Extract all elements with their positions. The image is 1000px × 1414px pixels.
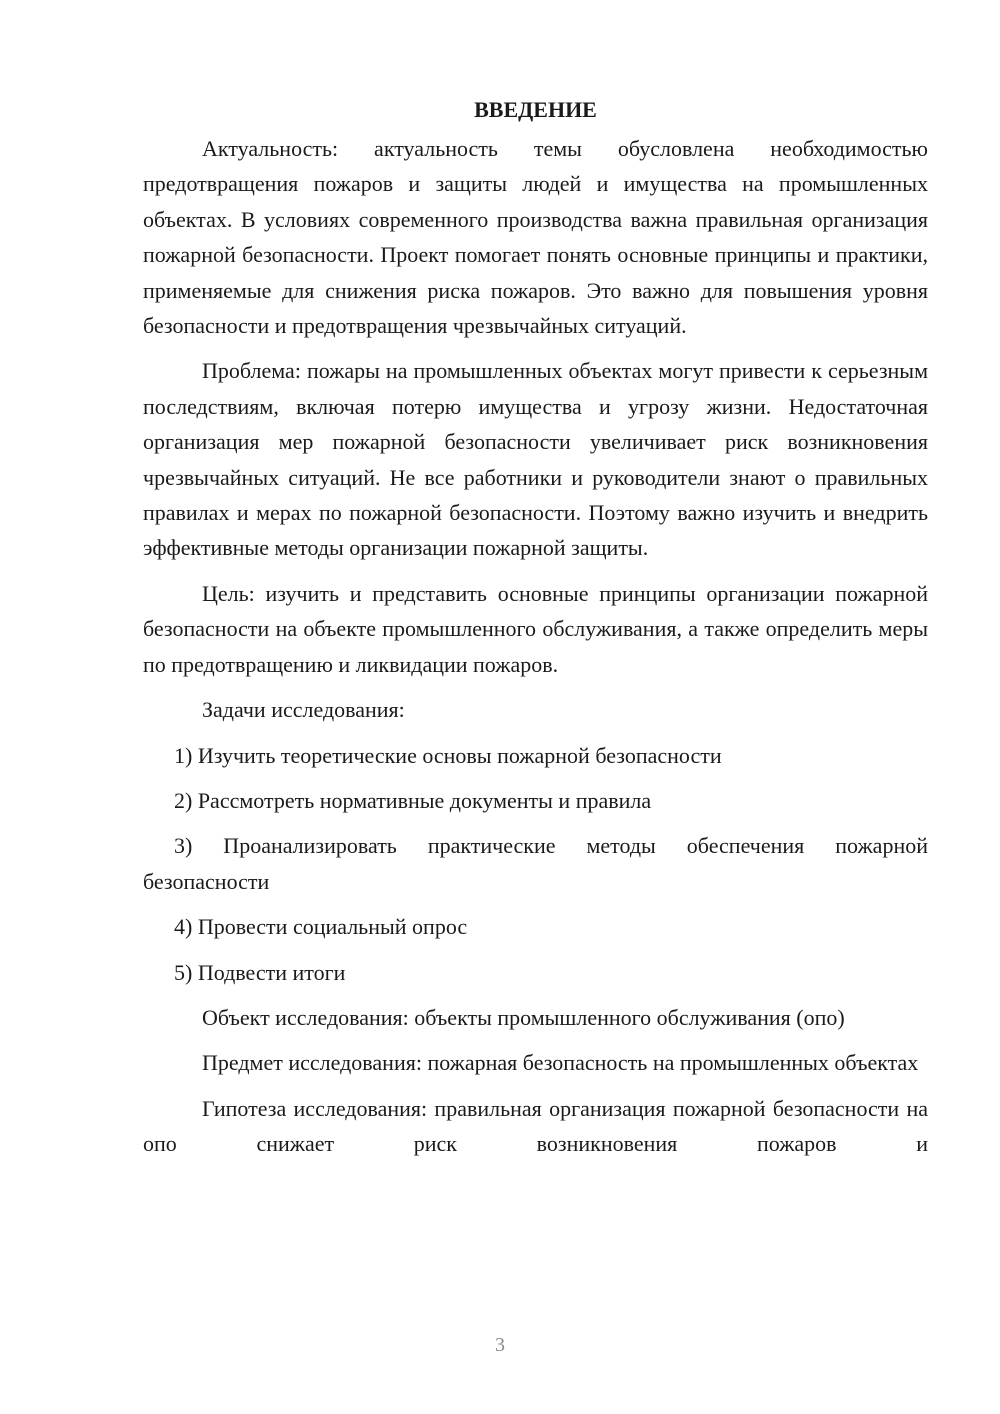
paragraph-tasks-heading: Задачи исследования: bbox=[202, 697, 405, 723]
paragraph-relevance: Актуальность: актуальность темы обусловлена необходимостью предотвращения пожаров и защиты людей и имущества на промышленных объектах. В условиях современного производства важна правильная организация пожарной безопасности. Проект помогает понять основные принципы и практики, применяемые для снижения риска пожаров. Это важно для повышения уровня безопасности и предотвращения чрезвычайных ситуаций. bbox=[143, 136, 928, 339]
task-item-1: 1) Изучить теоретические основы пожарной безопасности bbox=[174, 742, 722, 768]
paragraph-problem: Проблема: пожары на промышленных объектах могут привести к серьезным последствиям, включая потерю имущества и угрозу жизни. Недостаточная организация мер пожарной безопасности увеличивает риск возникновения чрезвычайных ситуаций. Не все работники и руководители знают о правильных правилах и мерах по пожарной безопасности. Поэтому важно изучить и внедрить эффективные методы организации пожарной защиты. bbox=[143, 358, 928, 561]
task-item-5: 5) Подвести итоги bbox=[174, 959, 346, 985]
paragraph-object: Объект исследования: объекты промышленного обслуживания (опо) bbox=[202, 1004, 845, 1030]
page-number: 3 bbox=[495, 1334, 505, 1356]
task-item-4: 4) Провести социальный опрос bbox=[174, 914, 468, 940]
paragraph-hypothesis: Гипотеза исследования: правильная организация пожарной безопасности на опо снижает риск возникновения пожаров и bbox=[143, 1095, 928, 1157]
task-item-3: 3) Проанализировать практические методы обеспечения пожарной безопасности bbox=[143, 833, 928, 894]
document-page bbox=[143, 92, 928, 1172]
task-item-2: 2) Рассмотреть нормативные документы и правила bbox=[174, 787, 652, 813]
section-title: ВВЕДЕНИЕ bbox=[474, 97, 597, 122]
paragraph-goal: Цель: изучить и представить основные принципы организации пожарной безопасности на объекте промышленного обслуживания, а также определить меры по предотвращению и ликвидации пожаров. bbox=[143, 580, 928, 677]
paragraph-subject: Предмет исследования: пожарная безопасность на промышленных объектах bbox=[202, 1050, 919, 1076]
